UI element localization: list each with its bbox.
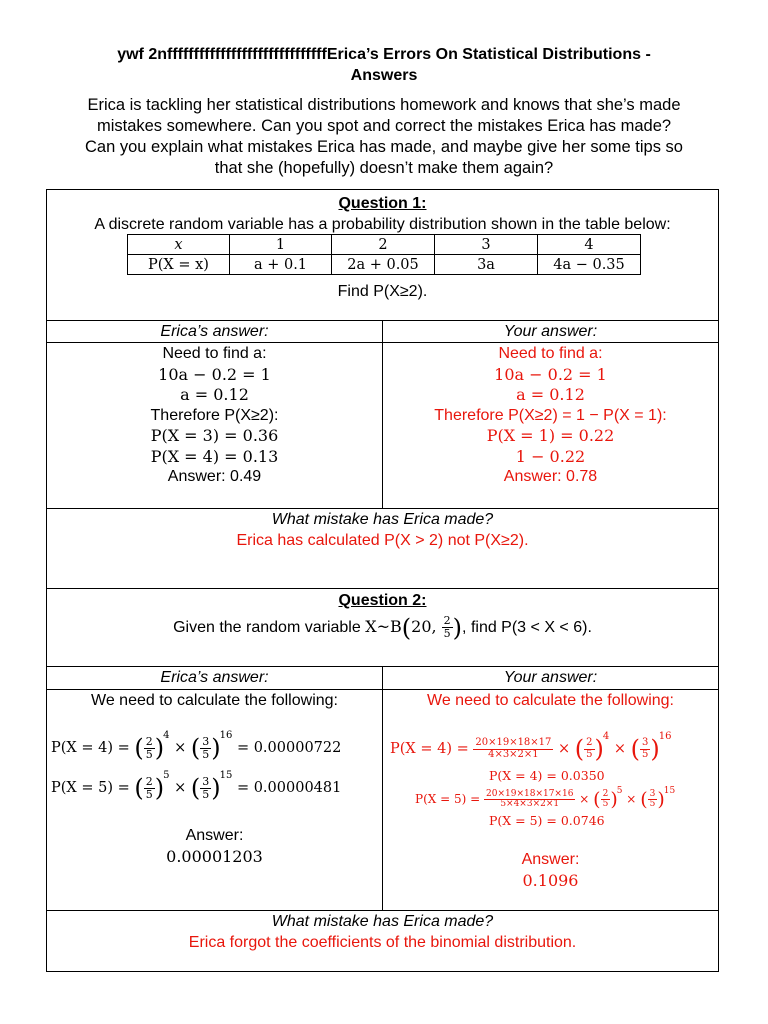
your-equation-1: P(X = 4) = $\frac{20\times 19\times 18\times 17}{4\times 3\times 2\times 1}$ × ( $\frac{2}{5}$ )$^4$ × ( $\frac{3}{5}$ )$^{16}$	[390, 731, 672, 763]
erica-answer-value: 0.00001203	[166, 847, 263, 866]
your-answer-value: 0.1096	[522, 871, 579, 890]
intro-line: that she (hopefully) doesn’t make them again?	[214, 159, 554, 177]
your-result-2: P(X = 5) = 0.0746	[489, 813, 605, 828]
q1-erica-answer	[47, 344, 382, 488]
title-line-2: Answers	[350, 67, 418, 84]
q1-mistake-cell	[47, 510, 718, 551]
q2-mistake-cell	[47, 912, 718, 953]
answer-line: 1 − 0.22	[515, 446, 586, 466]
mistake-question: What mistake has Erica made?	[271, 511, 494, 528]
answer-line: Need to find a:	[498, 345, 603, 362]
erica-answer-header: Erica’s answer:	[160, 323, 269, 340]
answer-line: Need to find a:	[162, 345, 267, 362]
erica-intro: We need to calculate the following:	[91, 692, 338, 709]
answer-line: Therefore P(X≥2) = 1 − P(X = 1):	[434, 406, 667, 424]
table-row	[128, 235, 641, 255]
answer-line: Answer: 0.78	[503, 468, 598, 485]
table-cell: a + 0.1	[230, 255, 332, 275]
worksheet-table	[46, 189, 719, 972]
table-cell: 2	[332, 235, 435, 255]
your-answer-header: Your answer:	[503, 669, 598, 686]
page-title	[40, 44, 728, 86]
answer-line: 10a − 0.2 = 1	[494, 364, 607, 384]
your-answer-header: Your answer:	[503, 323, 598, 340]
mistake-answer: Erica forgot the coefficients of the binomial distribution.	[188, 933, 577, 951]
answer-line: 10a − 0.2 = 1	[158, 364, 271, 384]
erica-equation-1: P(X = 4) = ( $\frac{2}{5}$ )$^4$ × ( $\frac{3}{5}$ )$^{16}$ = 0.00000722	[51, 730, 342, 762]
q1-your-answer	[383, 344, 718, 488]
answer-line: Therefore P(X≥2):	[150, 406, 279, 424]
table-cell: 4	[538, 235, 641, 255]
q2-prompt: Given the random variable X~B(20, $\frac{2}{5}$ ), find P(3 < X < 6).	[173, 613, 592, 642]
mistake-answer: Erica has calculated P(X > 2) not P(X≥2).	[236, 531, 529, 549]
your-equation-2: P(X = 5) = $\frac{20\times 19\times 18\times 17\times 16}{5\times 4\times 3\times 2\times 1}$ × ( $\frac{2}{5}$ )$^5$ × ( $\frac{3}{5}$ )$^{15}$	[415, 786, 676, 811]
answer-line: P(X = 3) = 0.36	[150, 426, 279, 445]
table-cell: 1	[230, 235, 332, 255]
erica-answer-label: Answer:	[185, 827, 244, 844]
your-result-1: P(X = 4) = 0.0350	[489, 768, 605, 783]
table-cell: P(X = x)	[128, 255, 230, 275]
q2-prompt-cell	[47, 591, 718, 642]
table-cell: 4a − 0.35	[538, 255, 641, 275]
answer-line: P(X = 4) = 0.13	[150, 446, 279, 466]
intro-line: Erica is tackling her statistical distributions homework and knows that she’s made	[87, 96, 681, 114]
intro-line: mistakes somewhere. Can you spot and correct the mistakes Erica has made?	[96, 117, 672, 135]
q1-find: Find P(X≥2).	[337, 283, 428, 300]
q1-prompt: A discrete random variable has a probability distribution shown in the table below:	[94, 215, 671, 233]
q2-heading: Question 2:	[338, 592, 427, 609]
your-intro: We need to calculate the following:	[427, 692, 674, 709]
your-answer-label: Answer:	[521, 851, 580, 868]
mistake-question: What mistake has Erica made?	[271, 913, 494, 930]
q1-prompt-cell	[47, 194, 718, 235]
table-cell: 3	[435, 235, 538, 255]
table-cell: 2a + 0.05	[332, 255, 435, 275]
erica-answer-header: Erica’s answer:	[160, 669, 269, 686]
answer-line: P(X = 1) = 0.22	[486, 426, 615, 445]
answer-line: a = 0.12	[516, 385, 585, 404]
table-cell: x	[128, 235, 230, 255]
erica-equation-2: P(X = 5) = ( $\frac{2}{5}$ )$^5$ × ( $\frac{3}{5}$ )$^{15}$ = 0.00000481	[51, 770, 342, 802]
intro-line: Can you explain what mistakes Erica has made, and maybe give her some tips so	[85, 138, 683, 156]
distribution-table	[127, 234, 641, 275]
answer-line: a = 0.12	[180, 385, 249, 404]
table-row	[128, 255, 641, 275]
answer-line: Answer: 0.49	[167, 468, 262, 485]
title-line-1: ywf 2nffffffffffffffffffffffffffffffErica’s Errors On Statistical Distributions -	[117, 46, 651, 63]
table-cell: 3a	[435, 255, 538, 275]
intro-paragraph	[48, 95, 720, 179]
q1-heading: Question 1:	[338, 195, 427, 212]
